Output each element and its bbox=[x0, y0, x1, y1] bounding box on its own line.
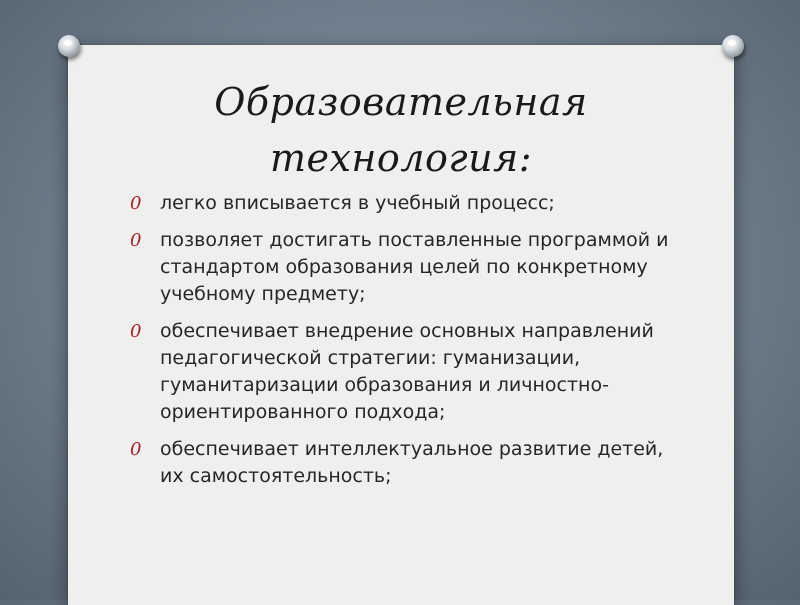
bullet-icon: 0 bbox=[130, 230, 142, 251]
list-item bbox=[130, 190, 690, 217]
list-item bbox=[130, 227, 690, 308]
list-item-text: позволяет достигать поставленные программой и стандартом образования целей по конкретному учебному предмету; bbox=[160, 229, 669, 305]
slide-title-line: технология: bbox=[269, 136, 533, 180]
bullet-icon: 0 bbox=[130, 439, 142, 460]
list-item bbox=[130, 436, 690, 490]
bullet-icon: 0 bbox=[130, 321, 142, 342]
list-item bbox=[130, 318, 690, 426]
list-item-text: обеспечивает интеллектуальное развитие детей, их самостоятельность; bbox=[160, 438, 664, 487]
list-item-text: обеспечивает внедрение основных направлений педагогической стратегии: гуманизации, гуманитаризации образования и личностно-ориентированного подхода; bbox=[160, 320, 654, 423]
bullet-list bbox=[130, 190, 690, 500]
list-item-text: легко вписывается в учебный процесс; bbox=[160, 192, 555, 214]
pushpin-icon bbox=[58, 35, 80, 57]
slide-title-line: Образовательная bbox=[214, 80, 588, 124]
pushpin-icon bbox=[722, 35, 744, 57]
bullet-icon: 0 bbox=[130, 193, 142, 214]
slide-title bbox=[68, 74, 734, 186]
